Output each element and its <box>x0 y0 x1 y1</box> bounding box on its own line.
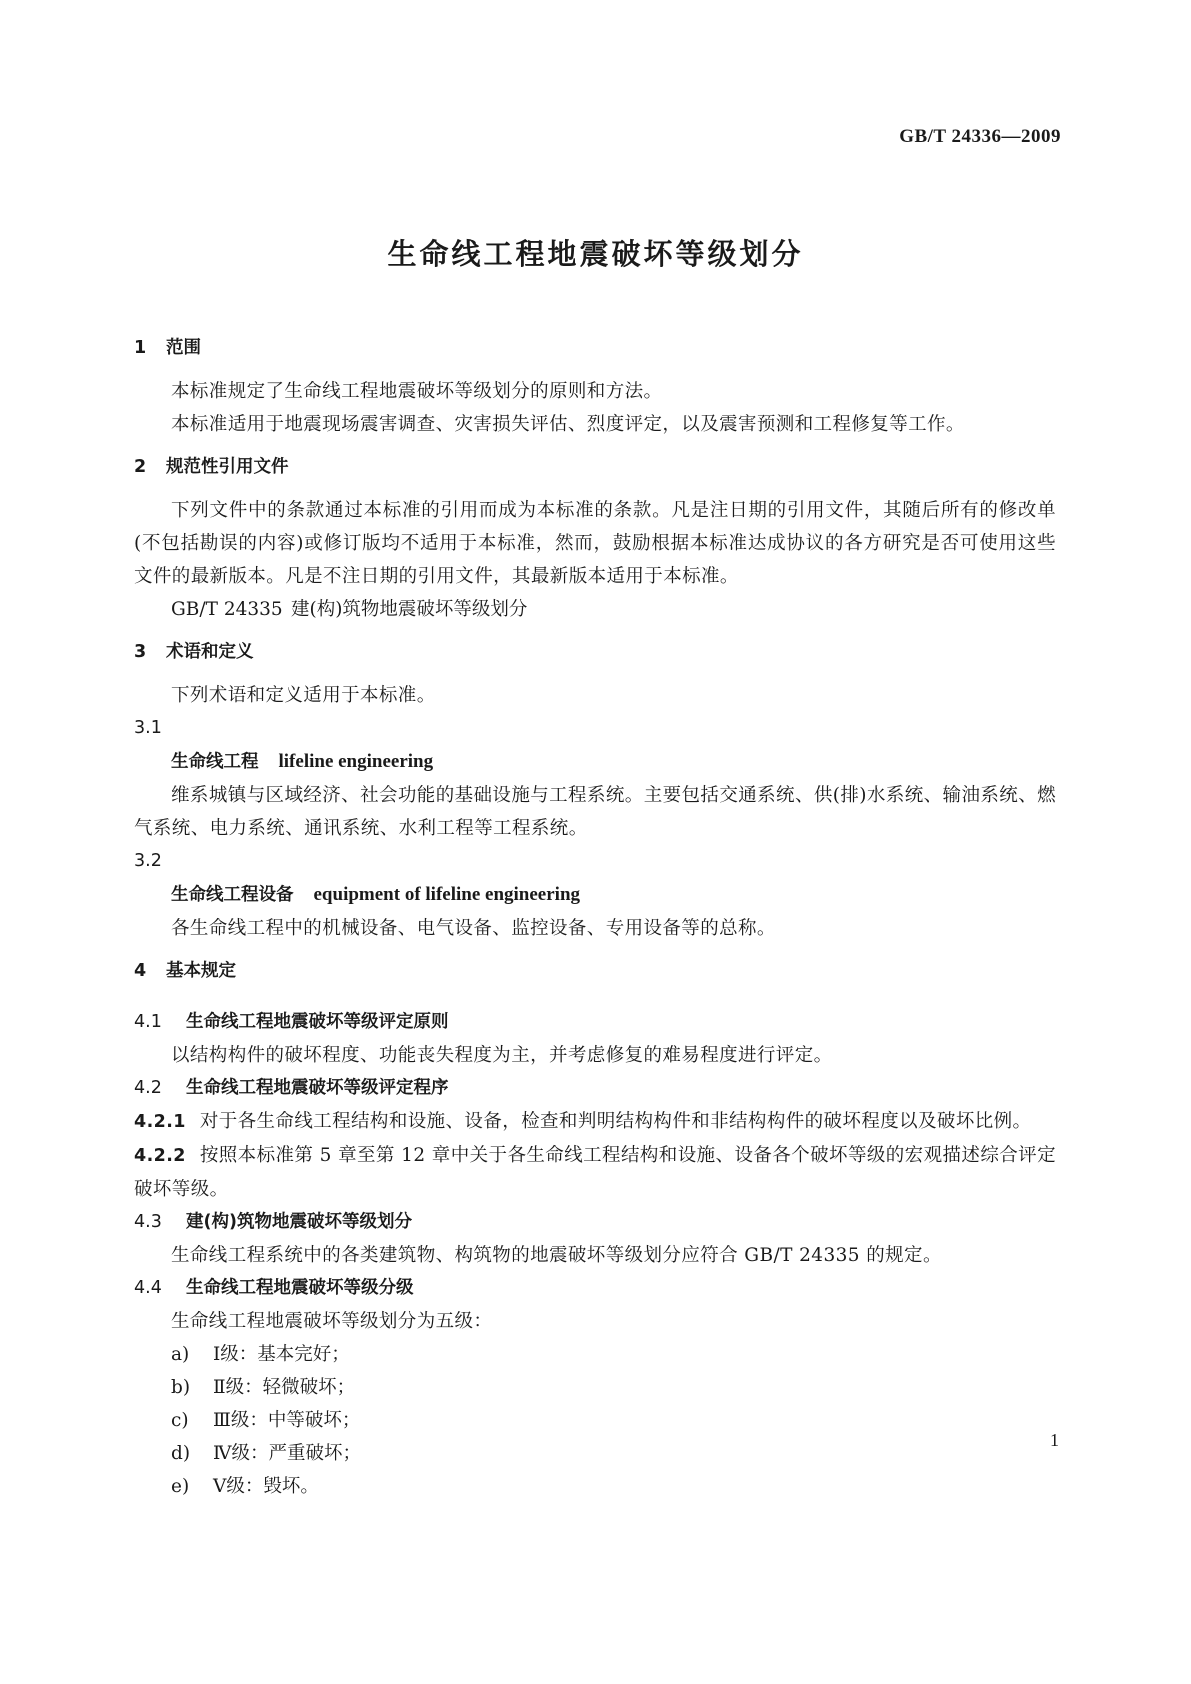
term-number: 3.1 <box>134 718 162 738</box>
list-item <box>134 1437 1056 1470</box>
clause-text: 按照本标准第 5 章至第 12 章中关于各生命线工程结构和设施、设备各个破坏等级的宏观描述综合评定破坏等级。 <box>134 1145 1056 1200</box>
list-text: Ⅰ级：基本完好； <box>213 1344 350 1365</box>
subsection-title: 生命线工程地震破坏等级评定程序 <box>186 1078 449 1098</box>
section-3-heading <box>134 636 1056 669</box>
list-marker: b) <box>171 1377 191 1398</box>
subsection-4-1-heading <box>134 1006 1056 1039</box>
list-marker: a) <box>171 1344 190 1365</box>
subsection-number: 4.4 <box>134 1278 162 1298</box>
standard-number: GB/T 24336—2009 <box>899 126 1061 147</box>
list-item <box>134 1338 1056 1371</box>
term-zh: 生命线工程设备 <box>171 885 294 905</box>
section-title: 基本规定 <box>166 961 236 981</box>
paragraph: 生命线工程系统中的各类建筑物、构筑物的地震破坏等级划分应符合 GB/T 24335 的规定。 <box>171 1245 942 1266</box>
section-4-heading <box>134 955 1056 988</box>
term-zh: 生命线工程 <box>171 752 259 772</box>
document-title: 生命线工程地震破坏等级划分 <box>387 237 804 271</box>
section-title: 术语和定义 <box>166 642 254 662</box>
paragraph: 生命线工程地震破坏等级划分为五级： <box>171 1311 493 1332</box>
list-item <box>134 1371 1056 1404</box>
list-item <box>134 1404 1056 1437</box>
reference-code: GB/T 24335 <box>171 599 283 620</box>
list-marker: c) <box>171 1410 189 1431</box>
list-text: Ⅱ级：轻微破坏； <box>213 1377 356 1398</box>
section-title: 规范性引用文件 <box>166 457 289 477</box>
document-body <box>134 332 1056 1503</box>
list-marker: e) <box>171 1476 190 1497</box>
section-title: 范围 <box>166 338 201 358</box>
paragraph: 下列文件中的条款通过本标准的引用而成为本标准的条款。凡是注日期的引用文件，其随后所有的修改单(不包括勘误的内容)或修订版均不适用于本标准，然而，鼓励根据本标准达成协议的各方研究是否可使用这些文件的最新版本。凡是不注日期的引用文件，其最新版本适用于本标准。 <box>134 500 1056 587</box>
subsection-4-3-heading <box>134 1206 1056 1239</box>
term-number: 3.2 <box>134 851 162 871</box>
term-heading <box>134 745 1056 779</box>
subsection-4-4-heading <box>134 1272 1056 1305</box>
subsection-title: 生命线工程地震破坏等级评定原则 <box>186 1012 449 1032</box>
normative-reference <box>134 593 1056 626</box>
clause-4-2-1 <box>134 1105 1056 1139</box>
subsection-number: 4.1 <box>134 1012 162 1032</box>
clause-number: 4.2.2 <box>134 1146 186 1166</box>
subsection-number: 4.2 <box>134 1078 162 1098</box>
clause-text: 对于各生命线工程结构和设施、设备，检查和判明结构构件和非结构构件的破坏程度以及破坏比例。 <box>199 1111 1032 1132</box>
term-en: lifeline engineering <box>278 751 434 772</box>
subsection-number: 4.3 <box>134 1212 162 1232</box>
section-1-heading <box>134 332 1056 365</box>
subsection-4-2-heading <box>134 1072 1056 1105</box>
paragraph: 本标准适用于地震现场震害调查、灾害损失评估、烈度评定，以及震害预测和工程修复等工作。 <box>171 414 965 435</box>
reference-title: 建(构)筑物地震破坏等级划分 <box>291 599 528 620</box>
term-heading <box>134 878 1056 912</box>
section-2-heading <box>134 451 1056 484</box>
list-item <box>134 1470 1056 1503</box>
term-definition: 各生命线工程中的机械设备、电气设备、监控设备、专用设备等的总称。 <box>171 918 776 939</box>
subsection-title: 生命线工程地震破坏等级分级 <box>186 1278 414 1298</box>
clause-4-2-2 <box>134 1139 1056 1206</box>
subsection-title: 建(构)筑物地震破坏等级划分 <box>186 1212 412 1232</box>
page-number: 1 <box>1050 1430 1059 1450</box>
term-definition: 维系城镇与区域经济、社会功能的基础设施与工程系统。主要包括交通系统、供(排)水系统、输油系统、燃气系统、电力系统、通讯系统、水利工程等工程系统。 <box>134 785 1056 839</box>
section-number: 2 <box>134 457 147 477</box>
section-number: 4 <box>134 961 147 981</box>
list-text: Ⅳ级：严重破坏； <box>213 1443 361 1464</box>
paragraph: 以结构构件的破坏程度、功能丧失程度为主，并考虑修复的难易程度进行评定。 <box>171 1045 833 1066</box>
paragraph: 下列术语和定义适用于本标准。 <box>171 685 436 706</box>
clause-number: 4.2.1 <box>134 1112 186 1132</box>
paragraph: 本标准规定了生命线工程地震破坏等级划分的原则和方法。 <box>171 381 663 402</box>
section-number: 3 <box>134 642 147 662</box>
list-text: Ⅴ级：毁坏。 <box>213 1476 319 1497</box>
list-marker: d) <box>171 1443 191 1464</box>
term-en: equipment of lifeline engineering <box>313 884 581 905</box>
section-number: 1 <box>134 338 147 358</box>
list-text: Ⅲ级：中等破坏； <box>213 1410 361 1431</box>
